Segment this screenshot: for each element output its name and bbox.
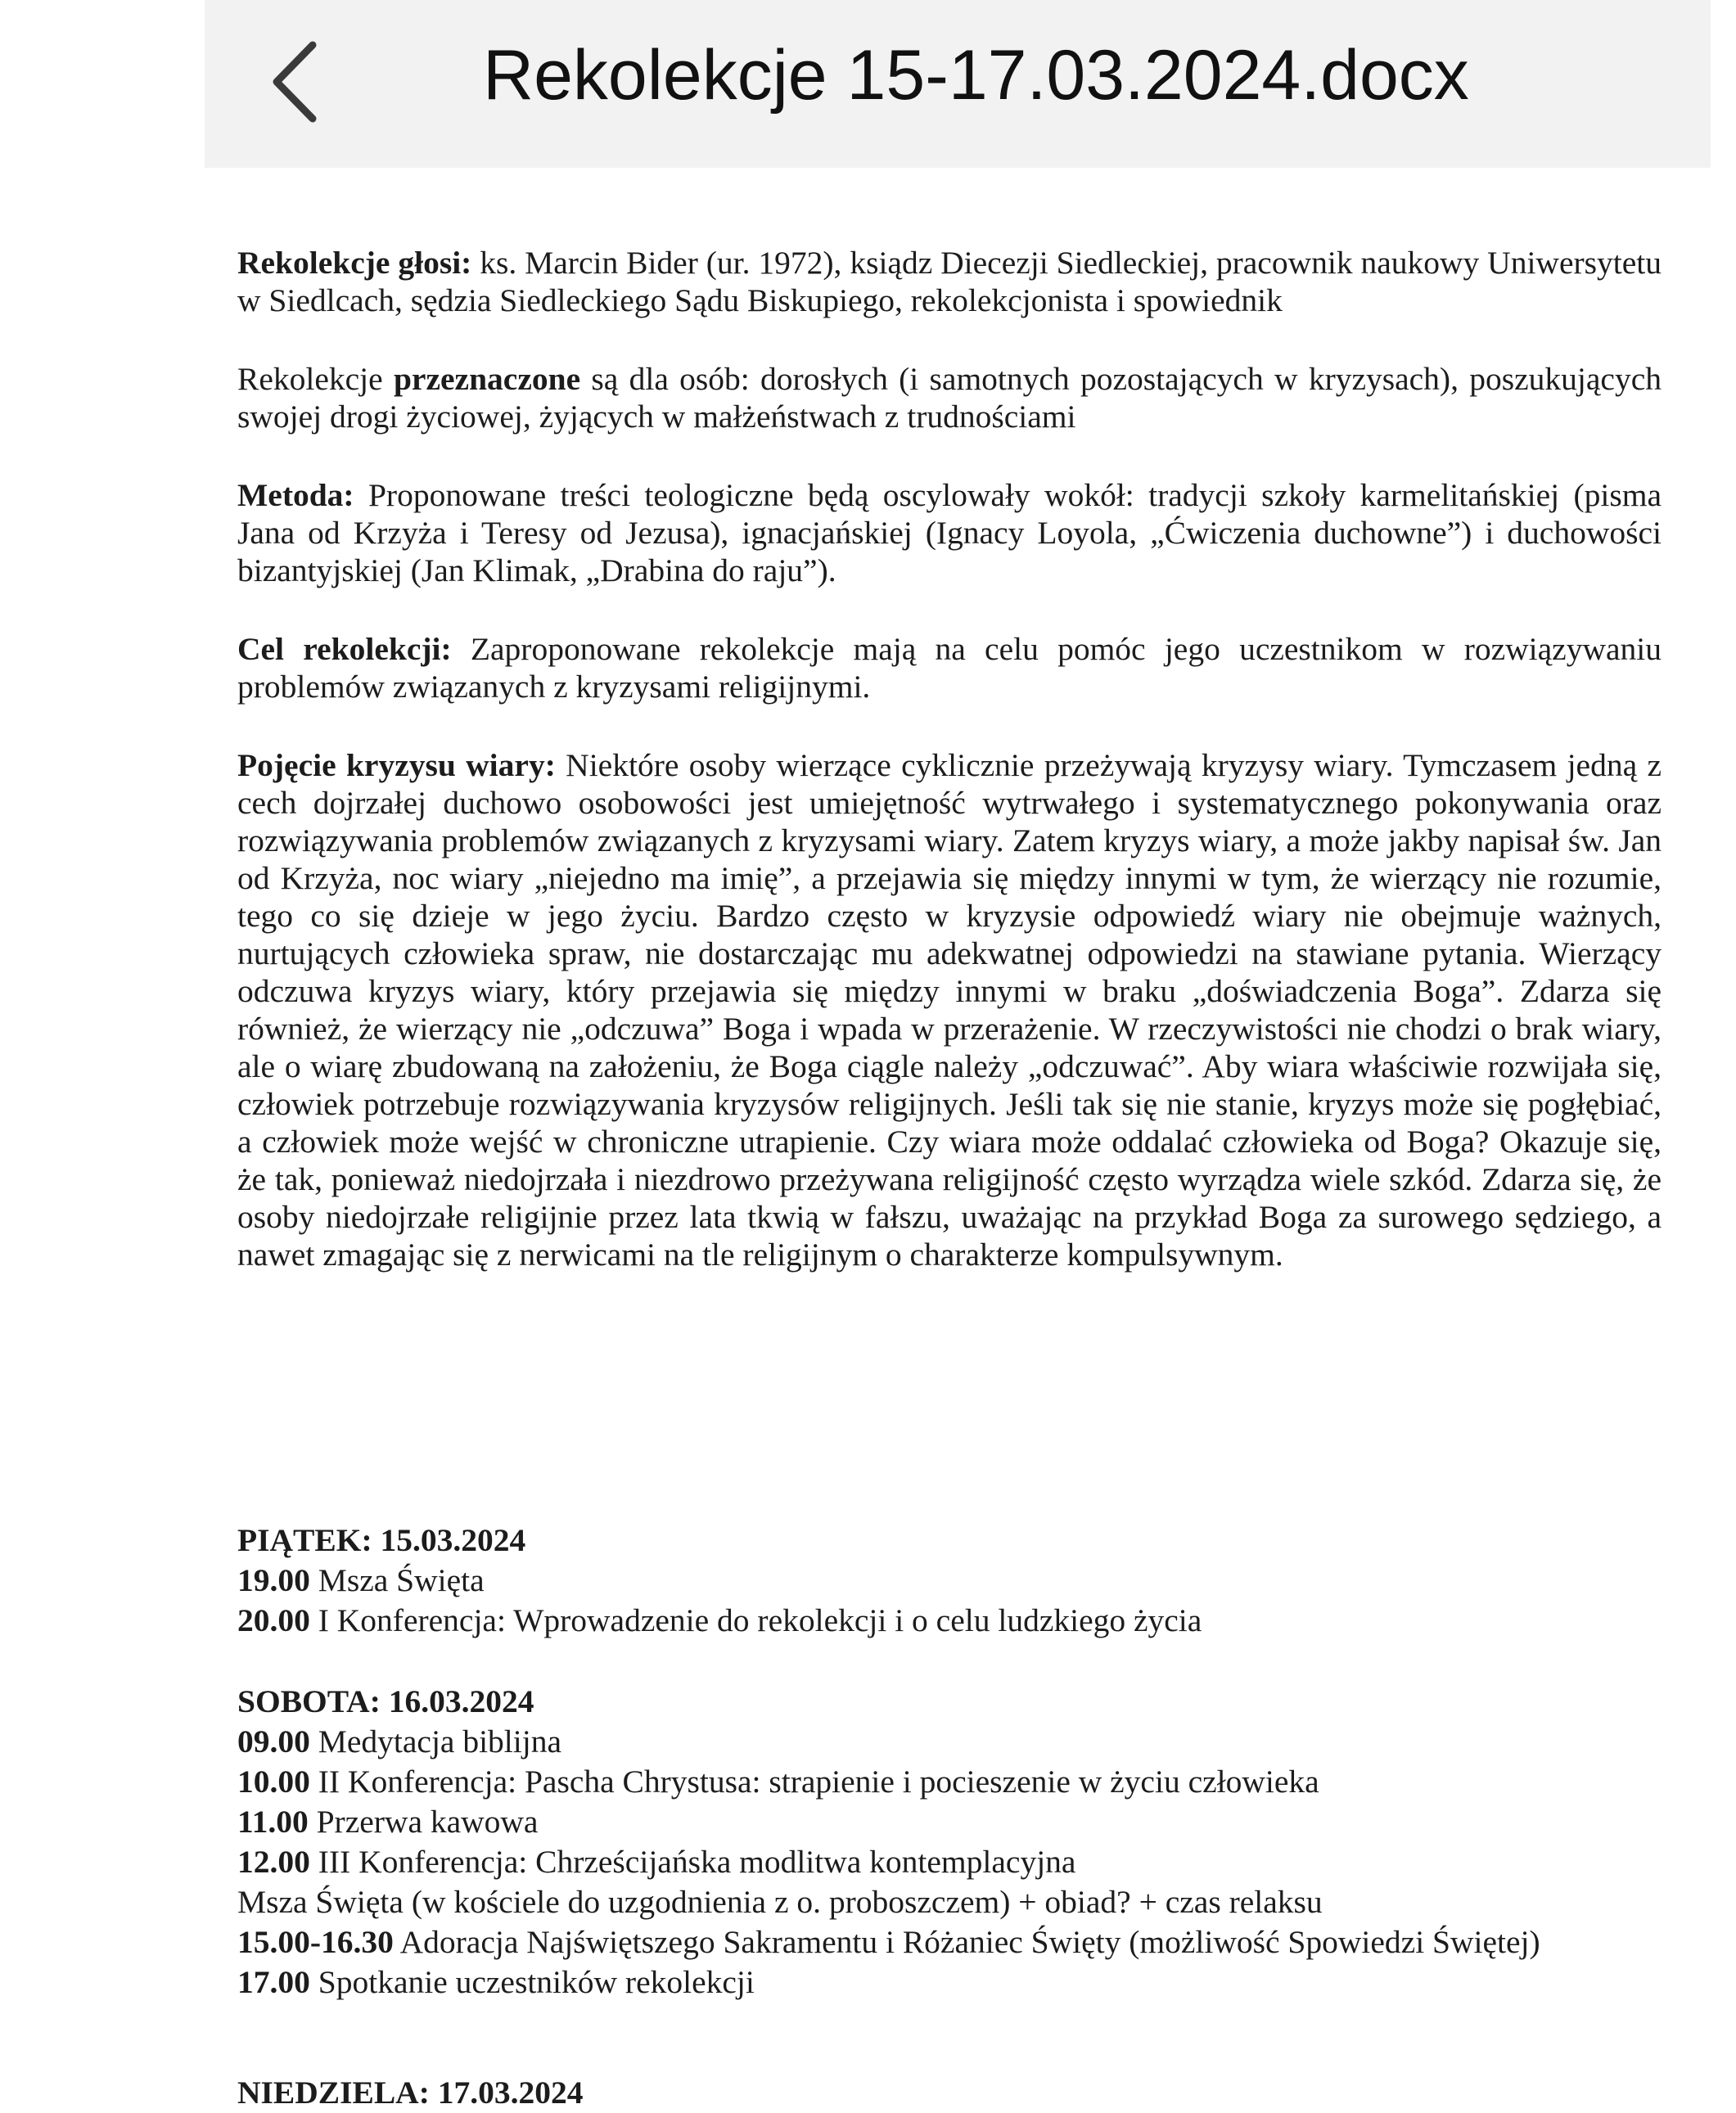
schedule-time: 19.00	[237, 1562, 310, 1598]
schedule-text: Msza Święta (w kościele do uzgodnienia z o. proboszczem) + obiad? + czas relaksu	[237, 1884, 1323, 1920]
schedule-time: 15.00-16.30	[237, 1924, 394, 1960]
schedule-text: Adoracja Najświętszego Sakramentu i Różaniec Święty (możliwość Spowiedzi Świętej)	[393, 1924, 1540, 1960]
paragraph-text: ks. Marcin Bider (ur. 1972), ksiądz Diecezji Siedleckiej, pracownik naukowy Uniwersytetu w Siedlcach, sędzia Siedleckiego Sądu Biskupiego, rekolekcjonista i spowiednik	[237, 245, 1662, 318]
paragraph-label: Rekolekcje głosi:	[237, 245, 472, 281]
schedule-time: 20.00	[237, 1602, 310, 1638]
schedule-item	[237, 1882, 1662, 1922]
paragraph-text: Zaproponowane rekolekcje mają na celu pomóc jego uczestnikom w rozwiązywaniu problemów związanych z kryzysami religijnymi.	[237, 631, 1662, 705]
schedule-item	[237, 1722, 1662, 1762]
paragraph-text: Rekolekcje	[237, 361, 394, 397]
schedule-text: II Konferencja: Pascha Chrystusa: strapienie i pocieszenie w życiu człowieka	[309, 1764, 1319, 1800]
schedule-time: 17.00	[237, 1964, 310, 2000]
document-title: Rekolekcje 15-17.03.2024.docx	[483, 36, 1469, 115]
paragraph-audience	[237, 360, 1662, 435]
day-heading-sunday: NIEDZIELA: 17.03.2024	[237, 2075, 584, 2111]
schedule	[237, 1521, 1662, 2043]
paragraph-text: są dla osób: dorosłych (i samotnych pozostających w kryzysach), poszukujących swojej drogi życiowej, żyjących w małżeństwach z trudnościami	[237, 361, 1662, 435]
paragraph-method	[237, 476, 1662, 589]
schedule-text: Medytacja biblijna	[309, 1723, 562, 1759]
paragraph-text: Niektóre osoby wierzące cyklicznie przeżywają kryzysy wiary. Tymczasem jedną z cech dojrzałej duchowo osobowości jest umiejętność wytrwałego i systematycznego pokonywania oraz rozwiązywania problemów związanych z kryzysami wiary. Zatem kryzys wiary, a może jakby napisał św. Jan od Krzyża, noc wiary „niejedno ma imię”, a przejawia się między innymi w tym, że wierzący nie rozumie, tego co się dzieje w jego życiu. Bardzo często w kryzysie odpowiedź wiary nie obejmuje ważnych, nurtujących człowieka spraw, nie dostarczając mu adekwatnej odpowiedzi na stawiane pytania. Wierzący odczuwa kryzys wiary, który przejawia się między innymi w braku „doświadczenia Boga”. Zdarza się również, że wierzący nie „odczuwa” Boga i wpada w przerażenie. W rzeczywistości nie chodzi o brak wiary, ale o wiarę zbudowaną na założeniu, że Boga ciągle należy „odczuwać”. Aby wiara właściwie rozwijała się, człowiek potrzebuje rozwiązywania kryzysów religijnych. Jeśli tak się nie stanie, kryzys może się pogłębiać, a człowiek może wejść w chroniczne utrapienie. Czy wiara może oddalać człowieka od Boga? Okazuje się, że tak, ponieważ niedojrzała i niezdrowo przeżywana religijność często wyrządza wiele szkód. Zdarza się, że osoby niedojrzałe religijnie przez lata tkwią w fałszu, uważając na przykład Boga za surowego sędziego, a nawet zmagając się z nerwicami na tle religijnym o charakterze kompulsywnym.	[237, 747, 1662, 1273]
back-button[interactable]	[262, 37, 336, 127]
schedule-item	[237, 1962, 1662, 2003]
paragraph-label: Cel rekolekcji:	[237, 631, 452, 667]
schedule-text: Przerwa kawowa	[308, 1804, 539, 1840]
schedule-text: III Konferencja: Chrześcijańska modlitwa kontemplacyjna	[309, 1844, 1076, 1880]
schedule-time: 09.00	[237, 1723, 310, 1759]
schedule-item	[237, 1922, 1662, 1962]
schedule-text: Spotkanie uczestników rekolekcji	[309, 1964, 755, 2000]
schedule-text: Msza Święta	[309, 1562, 485, 1598]
schedule-day-friday	[237, 1521, 1662, 1641]
paragraph-label: Pojęcie kryzysu wiary:	[237, 747, 556, 783]
day-heading: PIĄTEK: 15.03.2024	[237, 1522, 526, 1558]
paragraph-crisis-of-faith	[237, 746, 1662, 1273]
schedule-time: 11.00	[237, 1804, 309, 1840]
chevron-left-icon	[262, 37, 336, 127]
paragraph-label: Metoda:	[237, 477, 354, 513]
paragraph-label: przeznaczone	[393, 361, 581, 397]
schedule-item	[237, 1601, 1662, 1641]
schedule-item	[237, 1802, 1662, 1842]
schedule-item	[237, 1561, 1662, 1601]
day-heading: SOBOTA: 16.03.2024	[237, 1683, 534, 1719]
schedule-day-saturday	[237, 1682, 1662, 2003]
schedule-item	[237, 1762, 1662, 1802]
paragraph-speaker	[237, 244, 1662, 319]
paragraph-text: Proponowane treści teologiczne będą oscylowały wokół: tradycji szkoły karmelitańskiej (pisma Jana od Krzyża i Teresy od Jezusa), ignacjańskiej (Ignacy Loyola, „Ćwiczenia duchowne”) i duchowości bizantyjskiej (Jan Klimak, „Drabina do raju”).	[237, 477, 1662, 588]
schedule-item	[237, 1842, 1662, 1882]
paragraph-goal	[237, 630, 1662, 705]
document-body	[237, 244, 1662, 1314]
schedule-time: 10.00	[237, 1764, 310, 1800]
schedule-text: I Konferencja: Wprowadzenie do rekolekcji i o celu ludzkiego życia	[309, 1602, 1202, 1638]
schedule-time: 12.00	[237, 1844, 310, 1880]
